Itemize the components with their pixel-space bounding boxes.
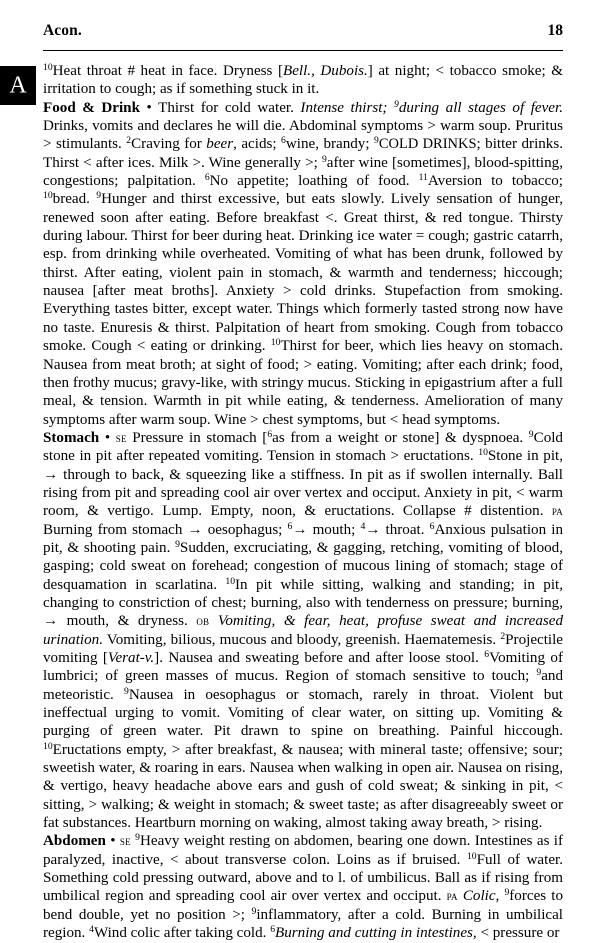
emphasis-text: Burning and cutting in intestines,: [275, 925, 477, 942]
emphasis-text: Intense thirst; $^9$during all stages of fever.: [300, 98, 563, 116]
paragraph-throat-continuation: $^{10}$Heat throat # heat in face. Dryness [Bell., Dubois.] at night; < tobacco smoke; & irritation to cough; as if something stuck in it.: [43, 61, 563, 98]
arrow-glyph: →: [292, 521, 308, 538]
sensation-abbrev-se: se: [115, 429, 127, 445]
thumb-index-tab: [0, 66, 36, 105]
grade-marker: 9: [374, 135, 379, 147]
pain-abbrev-pa: pa: [446, 888, 458, 904]
grade-marker: 9: [135, 832, 140, 844]
grade-marker: 9: [536, 667, 542, 679]
grade-marker: 2: [126, 135, 132, 147]
observation-abbrev-ob: ob: [196, 613, 210, 629]
emphasis-text: Colic,: [462, 888, 500, 905]
rubric-separator: •: [104, 429, 111, 446]
grade-marker: 9: [528, 428, 534, 440]
pain-abbrev-pa: pa: [551, 503, 563, 519]
grade-marker: 9: [251, 905, 257, 917]
grade-marker: 9: [124, 685, 129, 697]
grade-marker: 6: [204, 172, 210, 184]
rubric-heading-stomach: Stomach: [43, 429, 100, 446]
grade-marker: 4: [89, 924, 94, 936]
grade-marker: 6: [267, 428, 273, 440]
running-head-remedy: Acon.: [43, 22, 82, 39]
emphasis-text: Vomiting, & fear, heat, profuse sweat and increased urination.: [43, 613, 564, 648]
grade-marker: 9: [175, 538, 180, 550]
grade-marker: 10: [478, 447, 488, 459]
paragraph-abdomen: Abdomen • se $^9$Heavy weight resting on abdomen, bearing one down. Intestines as if paralyzed, inactive, < about transverse colon. Loins as if bruised. $^{10}$Full of water. Something cold pressing outward, above and to l. of umbilicus. Ball as if rising from umbilical region and spreading cool air over vertex and occiput. pa Colic, $^9$forces to bend double, yet no position >; $^9$inflammatory, after a cold. Burning in umbilical region. $^4$Wind colic after taking cold. $^6$Burning and cutting in intestines, < pressure or: [43, 832, 564, 942]
grade-marker: 10: [43, 61, 53, 73]
arrow-glyph: →: [365, 521, 381, 538]
grade-marker: 9: [96, 190, 102, 202]
paragraph-stomach: Stomach • se Pressure in stomach [$^6$as from a weight or stone] & dyspnoea. $^9$Cold stone in pit after repeated vomiting. Tension in stomach > eructations. $^{10}$Stone in pit, → through to back, & squeezing like a stiffness. In pit as if swollen internally. Ball rising from pit and spreading cool air over vertex and occiput. Anxiety in pit, < warm room, & vertigo. Lump. Empty, noon, & eructations. Collapse # distention. pa Burning from stomach → oesophagus; $^6$→ mouth; $^4$→ throat. $^6$Anxious pulsation in pit, & shooting pain. $^9$Sudden, excruciating, & gagging, retching, vomiting of blood, gasping; cold sweat on forehead; congestion of mucous lining of stomach; stage of desquamation in scarlatina. $^{10}$In pit while sitting, walking and standing; in pit, changing to constriction of chest; burning, also with tenderness on pressure; burning, → mouth, & dryness. ob Vomiting, & fear, heat, profuse sweat and increased urination. Vomiting, bilious, mucous and bloody, greenish. Haematemesis. $^2$Projectile vomiting [Verat-v.]. Nausea and sweating before and after loose stool. $^6$Vomiting of lumbrici; of green masses of mucus. Region of stomach sensitive to touch; $^9$and meteoristic. $^9$Nausea in oesophagus or stomach, rarely in throat. Violent but ineffectual urging to vomit. Vomiting of clear water, on sitting up. Vomiting & purging of green water. Pit drawn to spine on breathing. Painful hiccough. $^{10}$Eructations empty, > after breakfast, & nausea; with mineral taste; offensive; sour; sweetish water, & roaring in ears. Nausea when walking in open air. Nausea on rising, & vertigo, heavy headache above ears and gush of cold sweat; & sinking in pit, < sitting, > walking; & weight in stomach; & sweet taste; as after disagreeably sweet or fat substances. Heartburn morning on waking, almost taking away breath, > rising.: [43, 428, 564, 832]
grade-marker: 10: [225, 575, 236, 587]
running-head: [43, 22, 563, 48]
rubric-heading-food-and-drink: Food & Drink: [43, 99, 140, 116]
arrow-glyph: →: [43, 613, 59, 630]
grade-marker: 10: [43, 190, 53, 202]
thumb-index-letter: A: [9, 72, 27, 99]
grade-marker: 9: [321, 153, 327, 165]
grade-marker: 2: [500, 630, 506, 642]
remedy-reference: Verat-v.: [107, 650, 155, 666]
grade-marker: 9: [394, 98, 399, 110]
header-rule: [43, 50, 563, 51]
grade-marker: 6: [429, 520, 435, 532]
paragraph-food-and-drink: Food & Drink • Thirst for cold water. Intense thirst; $^9$during all stages of fever. Drinks, vomits and declares he will die. Abdominal symptoms > warm soup. Pruritus > stimulants. $^2$Craving for beer, acids; $^6$wine, brandy; $^9$COLD DRINKS; bitter drinks. Thirst < after ices. Milk >. Wine generally >; $^9$after wine [sometimes], blood-spitting, congestions; palpitation. $^6$No appetite; loathing of food. $^{11}$Aversion to tobacco; $^{10}$bread. $^9$Hunger and thirst excessive, but eats slowly. Lively sensation of hunger, renewed soon after eating. Before breakfast <. Great thirst, & red tongue. Thirsty during labour. Thirst for beer during heat. Drinking ice water = cough; gastric catarrh, esp. from drinking while overheated. Vomiting of what has been drunk, followed by thirst. After eating, violent pain in stomach, & warmth and tenderness; hiccough; nausea [after meat broths]. Anxiety > cold drinks. Stupefaction from smoking. Everything tastes bitter, except water. Things which formerly tasted strong now have no taste. Enuresis & thirst. Palpitation of heart from smoking. Cough from tobacco smoke. Cough < eating or drinking. $^{10}$Thirst for beer, which lies heavy on stomach. Nausea from meat broth; at sight of food; > eating. Vomiting; after each drink; food, then frothy mucus; gravy-like, with stringy mucus. Sticking in epigastrium after a full meal, & tension. Warmth in pit while eating, & tenderness. Amelioration of many symptoms after warm soup. Wine > chest symptoms, but < head symptoms.: [43, 98, 564, 428]
sensation-abbrev-se: se: [119, 833, 131, 849]
rubric-separator: •: [110, 833, 116, 850]
grade-marker: 6: [287, 520, 293, 532]
grade-marker: 10: [466, 850, 477, 862]
rubric-separator: •: [146, 99, 152, 116]
arrow-glyph: →: [187, 521, 203, 538]
body-text-column: [43, 62, 563, 943]
emphasis-text: beer: [206, 136, 234, 153]
grade-marker: 6: [281, 135, 286, 147]
remedy-reference: Bell., Dubois.: [283, 63, 368, 79]
allcaps-emphasis: COLD DRINKS: [378, 136, 477, 153]
grade-marker: 11: [418, 172, 428, 184]
grade-marker: 9: [504, 887, 510, 899]
rubric-heading-abdomen: Abdomen: [43, 833, 106, 850]
page-number: 18: [547, 22, 563, 39]
grade-marker: 6: [484, 648, 490, 660]
grade-marker: 10: [43, 740, 53, 752]
arrow-glyph: →: [43, 466, 59, 483]
grade-marker: 6: [270, 924, 276, 936]
grade-marker: 4: [360, 520, 366, 532]
grade-marker: 10: [270, 337, 281, 349]
